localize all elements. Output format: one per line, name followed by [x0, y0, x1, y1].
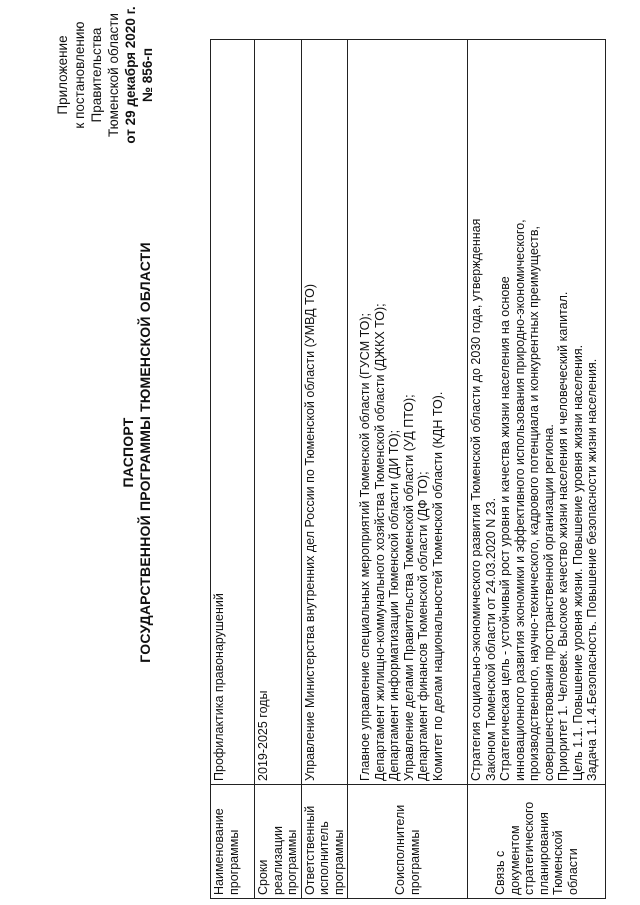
value-line: Цель 1.1. Повышение уровня жизни. Повышение уровня жизни населения. — [570, 344, 585, 781]
passport-table — [210, 39, 606, 899]
row-value — [211, 40, 255, 785]
row-value — [301, 40, 348, 785]
row-value — [255, 40, 302, 785]
appendix-date: от 29 декабря 2020 г. № 856-п — [123, 6, 155, 144]
value-line: производственного, научно-технического, кадрового потенциала и конкурентных преимуществ, — [527, 226, 541, 781]
title-line: ГОСУДАРСТВЕННОЙ ПРОГРАММЫ ТЮМЕНСКОЙ ОБЛАСТИ — [137, 242, 153, 663]
value-line: Главное управление специальных мероприятий Тюменской области (ГУСМ ТО); — [358, 312, 372, 781]
table-row-terms — [255, 40, 302, 899]
value-line: 2019-2025 годы — [256, 690, 270, 781]
value-line: Управление Министерства внутренних дел России по Тюменской области (УМВД ТО) — [302, 283, 317, 781]
value-line: Задача 1.1.4.Безопасность. Повышение безопасности жизни населения. — [585, 358, 599, 781]
row-value — [468, 40, 606, 785]
appendix-line: к постановлению Правительства — [72, 21, 104, 129]
appendix-line: Приложение — [55, 35, 70, 115]
table-row-coexecutors — [348, 40, 468, 899]
table-row-program-name — [211, 40, 255, 899]
value-line: Законом Тюменской области от 24.03.2020 N 23. — [483, 497, 498, 781]
value-line: Департамент жилищно-коммунального хозяйства Тюменской области (ДЖКХ ТО); — [372, 303, 387, 781]
page-title — [120, 140, 154, 765]
title-line: ПАСПОРТ — [120, 417, 136, 488]
row-value — [348, 40, 468, 785]
value-line: совершенствования пространственной организации региона. — [541, 424, 556, 781]
value-line: Приоритет 1. Человек. Высокое качество жизни населения и человеческий капитал. — [556, 291, 570, 781]
value-line: Департамент информатизации Тюменской области (ДИ ТО); — [387, 429, 401, 781]
value-line: инновационного развития экономики и эффективного использования природно-экономического, — [512, 219, 527, 781]
row-label: Наименование программы — [211, 784, 255, 898]
value-line: Профилактика правонарушений — [212, 593, 226, 781]
value-line: Стратегия социально-экономического развития Тюменской области до 2030 года, утвержденная — [469, 218, 483, 781]
row-label: Сроки реализации программы — [255, 784, 302, 898]
value-line: Департамент финансов Тюменской области (ДФ ТО); — [416, 471, 430, 781]
appendix-note — [54, 5, 156, 145]
row-label: Соисполнители программы — [348, 784, 468, 898]
table-row-responsible — [301, 40, 348, 899]
value-line: Стратегическая цель - устойчивый рост уровня и качества жизни населения на основе — [498, 276, 512, 781]
value-line: Комитет по делам национальностей Тюменской области (КДН ТО). — [430, 391, 445, 781]
appendix-line: Тюменской области — [106, 13, 121, 137]
row-label: Ответственный исполнитель программы — [301, 784, 348, 898]
table-row-strategy-link — [468, 40, 606, 899]
value-line: Управление делами Правительства Тюменской области (УД ПТО); — [401, 394, 416, 781]
row-label: Связь с документом стратегического планирования Тюменской области — [468, 784, 606, 898]
